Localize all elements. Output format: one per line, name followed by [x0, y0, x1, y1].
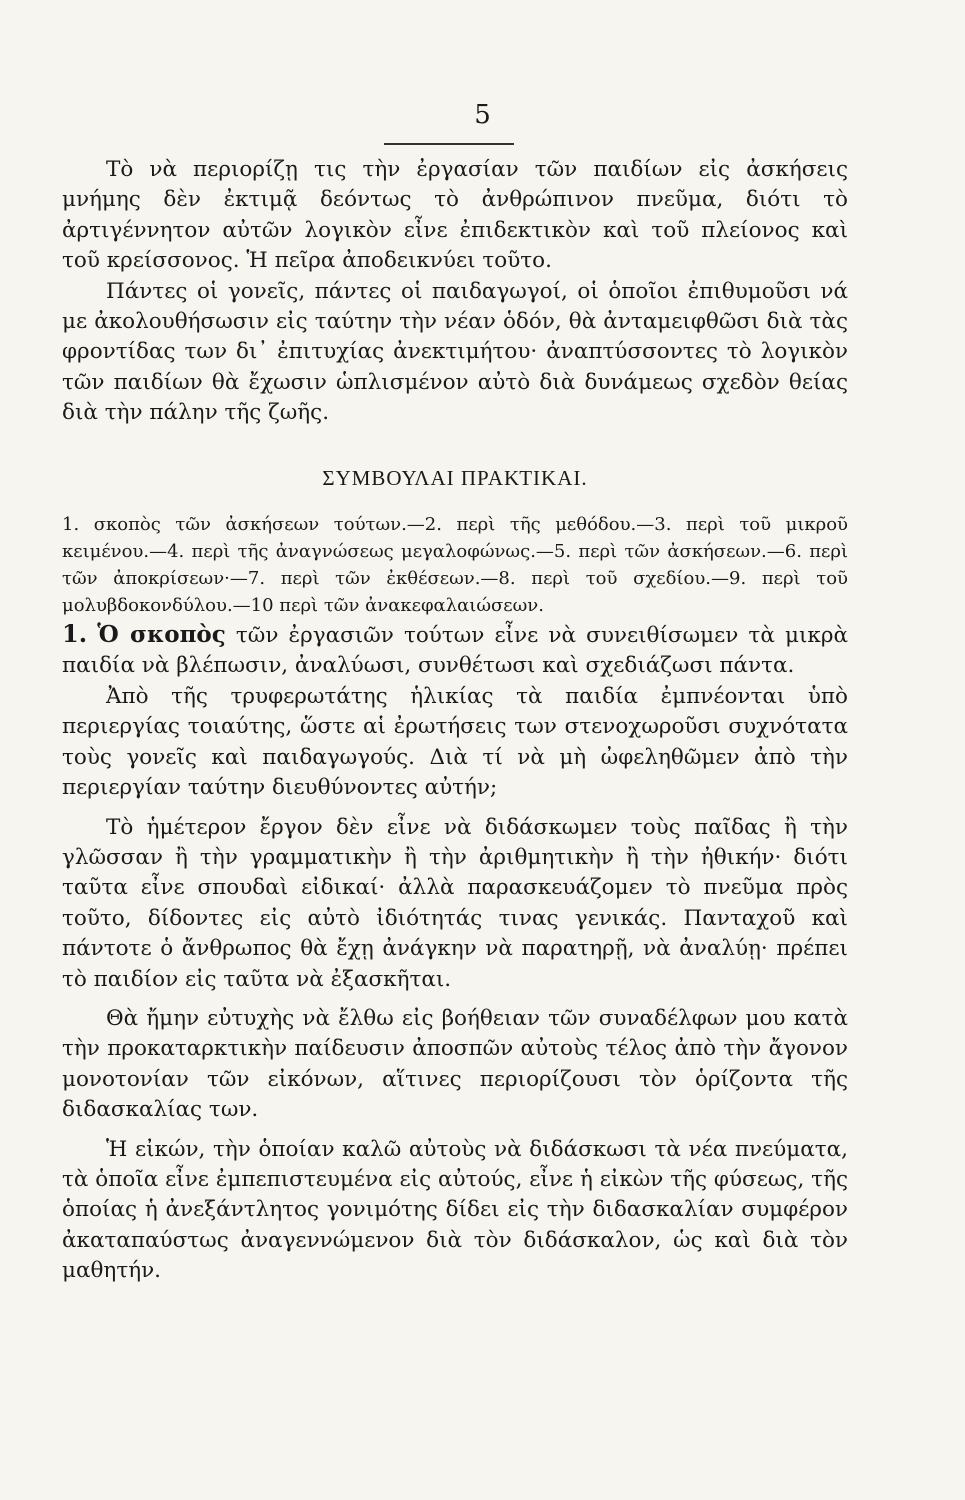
page-content: [62, 155, 848, 1287]
paragraph-body-3: Θὰ ἤμην εὐτυχὴς νὰ ἔλθω εἰς βοήθειαν τῶν συναδέλφων μου κατὰ τὴν προκαταρκτικὴν παίδευσιν ἀποσπῶν αὐτοὺς τέλος ἀπὸ τὴν ἄγονον μονοτονίαν τῶν εἰκόνων, αἵτινες περιορίζουσι τὸν ὁρίζοντα τῆς διδασκαλίας των.: [62, 1005, 848, 1123]
paragraph-body-1: Ἀπὸ τῆς τρυφερωτάτης ἡλικίας τὰ παιδία ἐμπνέονται ὑπὸ περιεργίας τοιαύτης, ὥστε αἱ ἐρωτήσεις των στενοχωροῦσι συχνότατα τοὺς γονεῖς καὶ παιδαγωγούς. Διὰ τί νὰ μὴ ὠφεληθῶμεν ἀπὸ τὴν περιεργίαν ταύτην διευθύνοντες αὐτήν;: [62, 683, 848, 801]
section-1-text: τῶν ἐργασιῶν τούτων εἶνε νὰ συνειθίσωμεν τὰ μικρὰ παιδία νὰ βλέπωσιν, ἀναλύωσι, συνθέτωσι καὶ σχεδιάζωσι πάντα.: [62, 623, 848, 679]
paragraph-body-4: Ἡ εἰκών, τὴν ὁποίαν καλῶ αὐτοὺς νὰ διδάσκωσι τὰ νέα πνεύματα, τὰ ὁποῖα εἶνε ἐμπεπιστευμένα εἰς αὐτούς, εἶνε ἡ εἰκὼν τῆς φύσεως, τῆς ὁποίας ἡ ἀνεξάντλητος γονιμότης δίδει εἰς τὴν διδασκαλίαν συμφέρον ἀκαταπαύστως ἀναγεννώμενον διὰ τὸν διδάσκαλον, ὡς καὶ διὰ τὸν μαθητήν.: [62, 1136, 848, 1284]
contents-list: 1. σκοπὸς τῶν ἀσκήσεων τούτων.—2. περὶ τῆς μεθόδου.—3. περὶ τοῦ μικροῦ κειμένου.—4. περὶ τῆς ἀναγνώσεως μεγαλοφώνως.—5. περὶ τῶν ἀσκήσεων.—6. περὶ τῶν ἀποκρίσεων·—7. περὶ τῶν ἐκθέσεων.—8. περὶ τοῦ σχεδίου.—9. περὶ τοῦ μολυβδοκονδύλου.—10 περὶ τῶν ἀνακεφαλαιώσεων.: [62, 514, 848, 617]
section-1-paragraph: [62, 619, 848, 682]
page-number: 5: [474, 100, 491, 130]
section-1-lead: Ὁ σκοπὸς: [97, 621, 226, 649]
section-title: ΣΥΜΒΟΥΛΑΙ ΠΡΑΚΤΙΚΑΙ.: [322, 465, 588, 490]
paragraph-intro-2: Πάντες οἱ γονεῖς, πάντες οἱ παιδαγωγοί, οἱ ὁποῖοι ἐπιθυμοῦσι νά με ἀκολουθήσωσιν εἰς ταύτην τὴν νέαν ὁδόν, θὰ ἀνταμειφθῶσι διὰ τὰς φροντίδας των δι᾽ ἐπιτυχίας ἀνεκτιμήτου· ἀναπτύσσοντες τὸ λογικὸν τῶν παιδίων θὰ ἔχωσιν ὡπλισμένον αὐτὸ διὰ δυνάμεως σχεδὸν θείας διὰ τὴν πάλην τῆς ζωῆς.: [62, 278, 848, 426]
section-1-number: 1.: [62, 619, 88, 649]
paragraph-body-2: Τὸ ἡμέτερον ἔργον δὲν εἶνε νὰ διδάσκωμεν τοὺς παῖδας ἢ τὴν γλῶσσαν ἢ τὴν γραμματικὴν ἢ τὴν ἀριθμητικὴν ἢ τὴν ἠθικήν· διότι ταῦτα εἶνε σπουδαὶ εἰδικαί· ἀλλὰ παρασκευάζομεν τὸ πνεῦμα πρὸς τοῦτο, δίδοντες εἰς αὐτὸ ἰδιότητάς τινας γενικάς. Πανταχοῦ καὶ πάντοτε ὁ ἄνθρωπος θὰ ἔχῃ ἀνάγκην νὰ παρατηρῇ, νὰ ἀναλύῃ· πρέπει τὸ παιδίον εἰς ταῦτα νὰ ἐξασκῆται.: [62, 814, 848, 992]
header-rule: [384, 143, 514, 145]
paragraph-intro-1: Τὸ νὰ περιορίζῃ τις τὴν ἐργασίαν τῶν παιδίων εἰς ἀσκήσεις μνήμης δὲν ἐκτιμᾷ δεόντως τὸ ἀνθρώπινον πνεῦμα, διότι τὸ ἀρτιγέννητον αὐτῶν λογικὸν εἶνε ἐπιδεκτικὸν καὶ τοῦ πλείονος καὶ τοῦ κρείσσονος. Ἡ πεῖρα ἀποδεικνύει τοῦτο.: [62, 157, 848, 274]
